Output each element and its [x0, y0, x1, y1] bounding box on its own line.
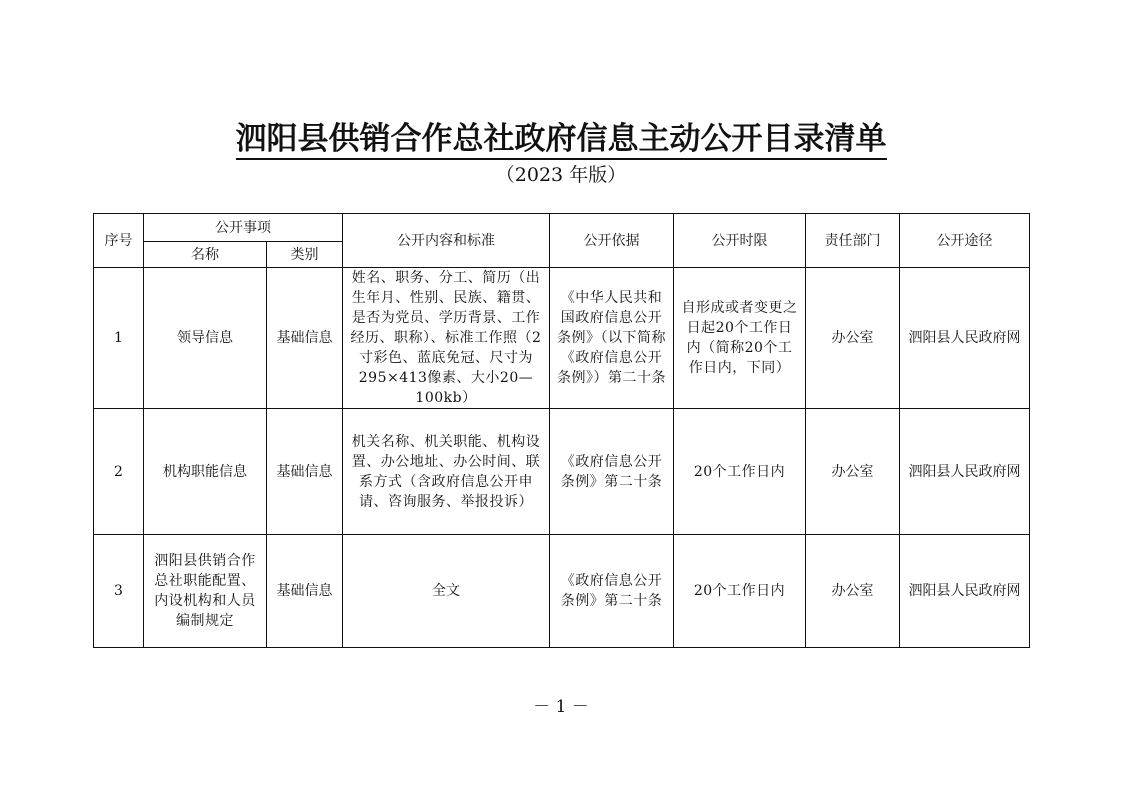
- header-basis: 公开依据: [550, 214, 674, 268]
- header-category: 类别: [267, 242, 343, 268]
- cell-category: 基础信息: [267, 535, 343, 648]
- cell-category: 基础信息: [267, 268, 343, 409]
- cell-basis: 《政府信息公开条例》第二十条: [550, 409, 674, 535]
- cell-time-limit: 自形成或者变更之日起20个工作日内（简称20个工作日内，下同）: [674, 268, 806, 409]
- cell-name: 机构职能信息: [144, 409, 267, 535]
- header-items-group: 公开事项: [144, 214, 343, 242]
- cell-basis: 《政府信息公开条例》第二十条: [550, 535, 674, 648]
- cell-content: 全文: [343, 535, 550, 648]
- table-row: [94, 268, 1030, 409]
- cell-department: 办公室: [806, 535, 900, 648]
- disclosure-table: [93, 213, 1030, 648]
- header-time-limit: 公开时限: [674, 214, 806, 268]
- cell-seq: 3: [94, 535, 144, 648]
- header-department: 责任部门: [806, 214, 900, 268]
- cell-channel: 泗阳县人民政府网: [900, 409, 1030, 535]
- cell-name: 泗阳县供销合作总社职能配置、内设机构和人员编制规定: [144, 535, 267, 648]
- cell-department: 办公室: [806, 268, 900, 409]
- header-seq: 序号: [94, 214, 144, 268]
- cell-seq: 2: [94, 409, 144, 535]
- cell-department: 办公室: [806, 409, 900, 535]
- cell-seq: 1: [94, 268, 144, 409]
- cell-category: 基础信息: [267, 409, 343, 535]
- header-channel: 公开途径: [900, 214, 1030, 268]
- cell-content: 机关名称、机关职能、机构设置、办公地址、办公时间、联系方式（含政府信息公开申请、咨询服务、举报投诉）: [343, 409, 550, 535]
- cell-time-limit: 20个工作日内: [674, 409, 806, 535]
- cell-content: 姓名、职务、分工、简历（出生年月、性别、民族、籍贯、是否为党员、学历背景、工作经历、职称）、标准工作照（2寸彩色、蓝底免冠、尺寸为295×413像素、大小20—100kb）: [343, 268, 550, 409]
- table-row: [94, 535, 1030, 648]
- document-subtitle: （2023 年版）: [495, 164, 627, 186]
- document-title-text: 泗阳县供销合作总社政府信息主动公开目录清单: [236, 121, 887, 160]
- page-number: － 1 －: [533, 697, 589, 717]
- cell-time-limit: 20个工作日内: [674, 535, 806, 648]
- table-header-row: [94, 214, 1030, 242]
- cell-channel: 泗阳县人民政府网: [900, 535, 1030, 648]
- header-content: 公开内容和标准: [343, 214, 550, 268]
- cell-channel: 泗阳县人民政府网: [900, 268, 1030, 409]
- table-row: [94, 409, 1030, 535]
- cell-basis: 《中华人民共和国政府信息公开条例》（以下简称《政府信息公开条例》）第二十条: [550, 268, 674, 409]
- document-title: [0, 113, 1122, 158]
- header-name: 名称: [144, 242, 267, 268]
- cell-name: 领导信息: [144, 268, 267, 409]
